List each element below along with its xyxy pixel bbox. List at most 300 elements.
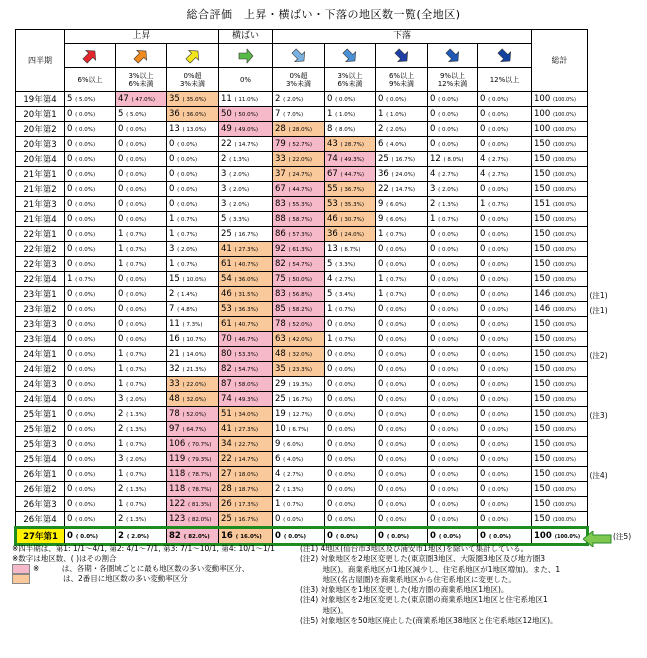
- rise-group-header: 上昇: [65, 30, 219, 44]
- footnote: (注3) 対象地区を1地区変更した(地方圏の商業系地区1地区)。: [300, 585, 509, 595]
- count-cell: 0 ( 0.0%): [65, 317, 116, 332]
- count-cell: 5 ( 3.4%): [325, 287, 376, 302]
- total-cell: 150 (100.0%): [532, 467, 588, 482]
- count-cell: 34 ( 22.7%): [219, 437, 273, 452]
- count-cell: 87 ( 58.0%): [219, 377, 273, 392]
- count-cell: 4 ( 2.7%): [325, 272, 376, 287]
- count-cell: 0 ( 0.0%): [478, 317, 532, 332]
- table-row: [16, 122, 588, 137]
- count-cell: 0 ( 0.0%): [478, 452, 532, 467]
- count-cell: 86 ( 57.3%): [273, 227, 325, 242]
- count-cell: 0 ( 0.0%): [428, 347, 478, 362]
- count-cell: 0 ( 0.0%): [478, 302, 532, 317]
- count-cell: 1 ( 0.7%): [167, 227, 219, 242]
- count-cell: 83 ( 55.3%): [273, 197, 325, 212]
- row-note: (注4): [589, 470, 608, 480]
- count-cell: 0 ( 0.0%): [478, 137, 532, 152]
- table-row: [16, 302, 588, 317]
- count-cell: 0 ( 0.0%): [65, 152, 116, 167]
- count-cell: 0 ( 0.0%): [478, 92, 532, 107]
- count-cell: 82 ( 54.7%): [273, 257, 325, 272]
- count-cell: 0 ( 0.0%): [116, 182, 167, 197]
- total-cell: 150 (100.0%): [532, 317, 588, 332]
- count-cell: 1 ( 0.7%): [116, 362, 167, 377]
- count-cell: 0 ( 0.0%): [376, 317, 428, 332]
- count-cell: 0 ( 0.0%): [325, 362, 376, 377]
- count-cell: 9 ( 6.0%): [376, 197, 428, 212]
- column-label: 6%以上: [65, 68, 116, 92]
- count-cell: 0 ( 0.0%): [428, 377, 478, 392]
- quarter-label: 26年第3: [16, 497, 65, 512]
- count-cell: 0 ( 0.0%): [478, 362, 532, 377]
- count-cell: 3 ( 2.0%): [219, 167, 273, 182]
- table-row: [16, 197, 588, 212]
- count-cell: 3 ( 2.0%): [219, 182, 273, 197]
- total-cell: 150 (100.0%): [532, 347, 588, 362]
- count-cell: 28 ( 18.7%): [219, 482, 273, 497]
- count-cell: 0 ( 0.0%): [478, 377, 532, 392]
- row-note: (注2): [589, 350, 608, 360]
- total-cell: 150 (100.0%): [532, 392, 588, 407]
- count-cell: 0 ( 0.0%): [478, 482, 532, 497]
- down-arrow-icon: [497, 48, 513, 64]
- count-cell: 123 ( 82.0%): [167, 512, 219, 528]
- count-cell: 0 ( 0.0%): [116, 137, 167, 152]
- count-cell: 0 ( 0.0%): [376, 528, 428, 545]
- quarter-label: 23年第4: [16, 332, 65, 347]
- count-cell: 0 ( 0.0%): [376, 92, 428, 107]
- count-cell: 32 ( 21.3%): [167, 362, 219, 377]
- count-cell: 13 ( 8.7%): [325, 242, 376, 257]
- count-cell: 4 ( 2.7%): [273, 467, 325, 482]
- table-row: [16, 452, 588, 467]
- count-cell: 0 ( 0.0%): [65, 452, 116, 467]
- count-cell: 36 ( 24.0%): [325, 227, 376, 242]
- count-cell: 67 ( 44.7%): [325, 167, 376, 182]
- count-cell: 1 ( 0.7%): [478, 197, 532, 212]
- down-arrow-icon: [291, 48, 307, 64]
- count-cell: 83 ( 56.8%): [273, 287, 325, 302]
- column-label: 0%超 3%未満: [273, 68, 325, 92]
- row-note: (注5): [613, 531, 632, 541]
- total-cell: 150 (100.0%): [532, 407, 588, 422]
- count-cell: 0 ( 0.0%): [376, 452, 428, 467]
- count-cell: 0 ( 0.0%): [325, 437, 376, 452]
- up-arrow-icon: [133, 48, 149, 64]
- footnote: (注4) 対象地区を2地区変更した(東京圏の商業系地区1地区と住宅系地区1: [300, 595, 548, 605]
- total-cell: 100 (100.0%): [532, 92, 588, 107]
- count-cell: 2 ( 1.3%): [116, 422, 167, 437]
- count-cell: 26 ( 17.3%): [219, 497, 273, 512]
- table-row: [16, 92, 588, 107]
- count-cell: 33 ( 22.0%): [167, 377, 219, 392]
- quarter-label: 22年第1: [16, 227, 65, 242]
- count-cell: 0 ( 0.0%): [478, 422, 532, 437]
- count-cell: 75 ( 50.0%): [273, 272, 325, 287]
- count-cell: 0 ( 0.0%): [65, 437, 116, 452]
- count-cell: 0 ( 0.0%): [376, 377, 428, 392]
- table-row: [16, 377, 588, 392]
- column-label: 3%以上 6%未満: [325, 68, 376, 92]
- count-cell: 0 ( 0.0%): [65, 362, 116, 377]
- table-row: [16, 242, 588, 257]
- total-cell: 150 (100.0%): [532, 257, 588, 272]
- quarter-label: 26年第2: [16, 482, 65, 497]
- count-cell: 0 ( 0.0%): [325, 482, 376, 497]
- total-cell: 146 (100.0%): [532, 287, 588, 302]
- count-cell: 41 ( 27.3%): [219, 242, 273, 257]
- trend-arrow-cell: [65, 44, 116, 68]
- count-cell: 35 ( 23.3%): [273, 362, 325, 377]
- count-cell: 0 ( 0.0%): [65, 512, 116, 528]
- table-row: [16, 332, 588, 347]
- flat-group-header: 横ばい: [219, 30, 273, 44]
- count-cell: 0 ( 0.0%): [428, 332, 478, 347]
- count-cell: 0 ( 0.0%): [116, 152, 167, 167]
- count-cell: 118 ( 78.7%): [167, 467, 219, 482]
- fall-group-header: 下落: [273, 30, 532, 44]
- count-cell: 19 ( 12.7%): [273, 407, 325, 422]
- quarter-label: 20年第4: [16, 152, 65, 167]
- count-cell: 0 ( 0.0%): [167, 197, 219, 212]
- count-cell: 0 ( 0.0%): [116, 317, 167, 332]
- quarter-label: 24年第1: [16, 347, 65, 362]
- count-cell: 79 ( 52.7%): [273, 137, 325, 152]
- count-cell: 0 ( 0.0%): [325, 347, 376, 362]
- count-cell: 0 ( 0.0%): [478, 272, 532, 287]
- count-cell: 0 ( 0.0%): [478, 437, 532, 452]
- page-title: 総合評価 上昇・横ばい・下落の地区数一覧(全地区): [186, 8, 461, 21]
- count-cell: 0 ( 0.0%): [325, 377, 376, 392]
- count-cell: 0 ( 0.0%): [65, 302, 116, 317]
- count-cell: 0 ( 0.0%): [325, 317, 376, 332]
- total-cell: 150 (100.0%): [532, 242, 588, 257]
- quarter-label: 26年第4: [16, 512, 65, 528]
- count-cell: 5 ( 5.0%): [65, 92, 116, 107]
- count-cell: 1 ( 0.7%): [116, 227, 167, 242]
- table-row: [16, 362, 588, 377]
- count-cell: 22 ( 14.7%): [376, 182, 428, 197]
- row-note: (注3): [589, 410, 608, 420]
- count-cell: 0 ( 0.0%): [116, 287, 167, 302]
- total-cell: 150 (100.0%): [532, 482, 588, 497]
- trend-arrow-cell: [273, 44, 325, 68]
- total-cell: 150 (100.0%): [532, 452, 588, 467]
- count-cell: 2 ( 1.3%): [116, 407, 167, 422]
- quarter-label: 20年第3: [16, 137, 65, 152]
- count-cell: 2 ( 2.0%): [273, 92, 325, 107]
- count-cell: 11 ( 7.3%): [167, 317, 219, 332]
- total-cell: 150 (100.0%): [532, 377, 588, 392]
- count-cell: 0 ( 0.0%): [478, 407, 532, 422]
- count-cell: 2 ( 1.3%): [116, 512, 167, 528]
- quarter-label: 26年第1: [16, 467, 65, 482]
- count-cell: 1 ( 1.0%): [376, 107, 428, 122]
- count-cell: 46 ( 31.5%): [219, 287, 273, 302]
- count-cell: 61 ( 40.7%): [219, 317, 273, 332]
- count-cell: 25 ( 16.7%): [219, 227, 273, 242]
- count-cell: 1 ( 0.7%): [116, 497, 167, 512]
- quarter-label: 21年第2: [16, 182, 65, 197]
- count-cell: 13 ( 13.0%): [167, 122, 219, 137]
- count-cell: 1 ( 0.7%): [325, 332, 376, 347]
- legend-quarter-note: ※四半期は、第1: 1/1～4/1, 第2: 4/1～7/1, 第3: 7/1～10/1, 第4: 10/1～1/1: [12, 544, 275, 553]
- footnote: 地区)。商業系地区が1地区減少し、住宅系地区が1地区増加)。また、1: [300, 564, 561, 574]
- table-row: [16, 107, 588, 122]
- quarter-label: 22年第3: [16, 257, 65, 272]
- count-cell: 0 ( 0.0%): [376, 257, 428, 272]
- total-cell: 146 (100.0%): [532, 302, 588, 317]
- count-cell: 0 ( 0.0%): [428, 137, 478, 152]
- count-cell: 0 ( 0.0%): [428, 452, 478, 467]
- count-cell: 0 ( 0.0%): [65, 197, 116, 212]
- footnote: (注5) 対象地区を50地区廃止した(商業系地区38地区と住宅系地区12地区)。: [300, 616, 558, 626]
- table-row: [16, 317, 588, 332]
- count-cell: 3 ( 2.0%): [428, 182, 478, 197]
- count-cell: 3 ( 2.0%): [167, 242, 219, 257]
- count-cell: 0 ( 0.0%): [376, 512, 428, 528]
- count-cell: 28 ( 28.0%): [273, 122, 325, 137]
- count-cell: 0 ( 0.0%): [428, 302, 478, 317]
- trend-arrow-cell: [325, 44, 376, 68]
- total-cell: 150 (100.0%): [532, 497, 588, 512]
- count-cell: 0 ( 0.0%): [376, 407, 428, 422]
- count-cell: 0 ( 0.0%): [65, 422, 116, 437]
- table-row: [16, 482, 588, 497]
- count-cell: 0 ( 0.0%): [428, 497, 478, 512]
- count-cell: 67 ( 44.7%): [273, 182, 325, 197]
- column-label: 3%以上 6%未満: [116, 68, 167, 92]
- count-cell: 0 ( 0.0%): [65, 392, 116, 407]
- count-cell: 0 ( 0.0%): [65, 167, 116, 182]
- table-row: [16, 512, 588, 528]
- count-cell: 48 ( 32.0%): [273, 347, 325, 362]
- count-cell: 0 ( 0.0%): [478, 467, 532, 482]
- count-cell: 88 ( 58.7%): [273, 212, 325, 227]
- count-cell: 85 ( 58.2%): [273, 302, 325, 317]
- count-cell: 0 ( 0.0%): [376, 362, 428, 377]
- table-row: [16, 152, 588, 167]
- count-cell: 0 ( 0.0%): [65, 107, 116, 122]
- count-cell: 1 ( 0.7%): [376, 272, 428, 287]
- count-cell: 25 ( 16.7%): [376, 152, 428, 167]
- count-cell: 0 ( 0.0%): [376, 482, 428, 497]
- count-cell: 0 ( 0.0%): [428, 422, 478, 437]
- count-cell: 0 ( 0.0%): [116, 197, 167, 212]
- count-cell: 6 ( 4.0%): [273, 452, 325, 467]
- count-cell: 43 ( 28.7%): [325, 137, 376, 152]
- total-cell: 150 (100.0%): [532, 512, 588, 528]
- legend-number-note: ※数字は地区数、( )はその割合: [12, 554, 117, 563]
- count-cell: 97 ( 64.7%): [167, 422, 219, 437]
- count-cell: 0 ( 0.0%): [478, 107, 532, 122]
- count-cell: 0 ( 0.0%): [478, 392, 532, 407]
- count-cell: 5 ( 3.3%): [219, 212, 273, 227]
- footnotes: [300, 544, 640, 626]
- count-cell: 0 ( 0.0%): [376, 437, 428, 452]
- count-cell: 3 ( 2.0%): [116, 392, 167, 407]
- count-cell: 35 ( 35.0%): [167, 92, 219, 107]
- count-cell: 50 ( 50.0%): [219, 107, 273, 122]
- count-cell: 0 ( 0.0%): [65, 467, 116, 482]
- quarter-label: 20年第1: [16, 107, 65, 122]
- total-cell: 150 (100.0%): [532, 437, 588, 452]
- total-cell: 150 (100.0%): [532, 227, 588, 242]
- count-cell: 1 ( 1.0%): [325, 107, 376, 122]
- count-cell: 0 ( 0.0%): [428, 122, 478, 137]
- count-cell: 0 ( 0.0%): [325, 452, 376, 467]
- count-cell: 36 ( 24.0%): [376, 167, 428, 182]
- count-cell: 0 ( 0.0%): [167, 167, 219, 182]
- count-cell: 0 ( 0.0%): [428, 272, 478, 287]
- count-cell: 74 ( 49.3%): [219, 392, 273, 407]
- quarter-label: 20年第2: [16, 122, 65, 137]
- count-cell: 61 ( 40.7%): [219, 257, 273, 272]
- count-cell: 0 ( 0.0%): [167, 152, 219, 167]
- count-cell: 3 ( 2.0%): [219, 197, 273, 212]
- count-cell: 92 ( 61.3%): [273, 242, 325, 257]
- footnote: 地区)。: [300, 605, 348, 615]
- total-cell: 150 (100.0%): [532, 272, 588, 287]
- row-note: (注1): [589, 305, 608, 315]
- count-cell: 0 ( 0.0%): [325, 407, 376, 422]
- count-cell: 10 ( 6.7%): [273, 422, 325, 437]
- count-cell: 0 ( 0.0%): [325, 512, 376, 528]
- count-cell: 0 ( 0.0%): [376, 242, 428, 257]
- count-cell: 3 ( 2.0%): [116, 452, 167, 467]
- count-cell: 106 ( 70.7%): [167, 437, 219, 452]
- count-cell: 0 ( 0.0%): [428, 287, 478, 302]
- quarter-header: 四半期: [16, 30, 65, 92]
- count-cell: 0 ( 0.0%): [116, 302, 167, 317]
- up-arrow-icon: [185, 48, 201, 64]
- table-row: [16, 287, 588, 302]
- count-cell: 2 ( 2.0%): [376, 122, 428, 137]
- trend-arrow-cell: [376, 44, 428, 68]
- summary-table: [14, 29, 589, 546]
- count-cell: 1 ( 0.7%): [116, 242, 167, 257]
- count-cell: 0 ( 0.0%): [376, 497, 428, 512]
- count-cell: 49 ( 49.0%): [219, 122, 273, 137]
- count-cell: 0 ( 0.0%): [478, 347, 532, 362]
- table-row: [16, 407, 588, 422]
- count-cell: 2 ( 1.4%): [167, 287, 219, 302]
- count-cell: 2 ( 1.3%): [428, 197, 478, 212]
- count-cell: 21 ( 14.0%): [167, 347, 219, 362]
- count-cell: 0 ( 0.0%): [376, 332, 428, 347]
- down-arrow-icon: [394, 48, 410, 64]
- count-cell: 1 ( 0.7%): [116, 467, 167, 482]
- count-cell: 4 ( 2.7%): [428, 167, 478, 182]
- count-cell: 0 ( 0.0%): [65, 287, 116, 302]
- count-cell: 54 ( 36.0%): [219, 272, 273, 287]
- count-cell: 0 ( 0.0%): [273, 528, 325, 545]
- total-cell: 100 (100.0%): [532, 122, 588, 137]
- count-cell: 0 ( 0.0%): [116, 122, 167, 137]
- count-cell: 12 ( 8.0%): [428, 152, 478, 167]
- count-cell: 70 ( 46.7%): [219, 332, 273, 347]
- count-cell: 1 ( 0.7%): [65, 272, 116, 287]
- highlighted-table-row: [16, 528, 588, 545]
- down-arrow-icon: [342, 48, 358, 64]
- count-cell: 46 ( 30.7%): [325, 212, 376, 227]
- up-arrow-icon: [82, 48, 98, 64]
- count-cell: 0 ( 0.0%): [116, 272, 167, 287]
- total-cell: 150 (100.0%): [532, 137, 588, 152]
- table-row: [16, 137, 588, 152]
- count-cell: 51 ( 34.0%): [219, 407, 273, 422]
- count-cell: 0 ( 0.0%): [428, 437, 478, 452]
- count-cell: 0 ( 0.0%): [65, 497, 116, 512]
- count-cell: 0 ( 0.0%): [65, 528, 116, 545]
- count-cell: 0 ( 0.0%): [428, 362, 478, 377]
- total-cell: 150 (100.0%): [532, 362, 588, 377]
- total-cell: 150 (100.0%): [532, 332, 588, 347]
- count-cell: 36 ( 36.0%): [167, 107, 219, 122]
- count-cell: 4 ( 2.7%): [478, 152, 532, 167]
- total-cell: 100 (100.0%): [532, 528, 588, 545]
- count-cell: 0 ( 0.0%): [65, 137, 116, 152]
- count-cell: 41 ( 27.3%): [219, 422, 273, 437]
- count-cell: 0 ( 0.0%): [478, 512, 532, 528]
- count-cell: 1 ( 0.7%): [376, 227, 428, 242]
- count-cell: 0 ( 0.0%): [325, 392, 376, 407]
- footnote: (注2) 対象地区を2地区変更した(東京圏3地区、大阪圏3地区及び地方圏3: [300, 554, 546, 564]
- table-row: [16, 392, 588, 407]
- quarter-label: 27年第1: [16, 528, 65, 545]
- count-cell: 0 ( 0.0%): [167, 182, 219, 197]
- count-cell: 0 ( 0.0%): [65, 257, 116, 272]
- count-cell: 0 ( 0.0%): [428, 407, 478, 422]
- count-cell: 33 ( 22.0%): [273, 152, 325, 167]
- count-cell: 0 ( 0.0%): [478, 227, 532, 242]
- quarter-label: 25年第3: [16, 437, 65, 452]
- total-cell: 150 (100.0%): [532, 212, 588, 227]
- column-label: 6%以上 9%未満: [376, 68, 428, 92]
- count-cell: 0 ( 0.0%): [116, 212, 167, 227]
- quarter-label: 25年第2: [16, 422, 65, 437]
- count-cell: 1 ( 0.7%): [376, 287, 428, 302]
- count-cell: 47 ( 47.0%): [116, 92, 167, 107]
- count-cell: 63 ( 42.0%): [273, 332, 325, 347]
- pink-swatch: [12, 564, 30, 574]
- legend-pink-note: ※ は、各期・各圏域ごとに最も地区数の多い変動率区分、: [12, 564, 275, 574]
- count-cell: 16 ( 16.0%): [219, 528, 273, 545]
- table-row: [16, 497, 588, 512]
- count-cell: 27 ( 18.0%): [219, 467, 273, 482]
- count-cell: 25 ( 16.7%): [273, 392, 325, 407]
- count-cell: 0 ( 0.0%): [325, 467, 376, 482]
- count-cell: 55 ( 36.7%): [325, 182, 376, 197]
- table-row: [16, 182, 588, 197]
- quarter-label: 23年第1: [16, 287, 65, 302]
- quarter-label: 21年第1: [16, 167, 65, 182]
- count-cell: 0 ( 0.0%): [376, 422, 428, 437]
- count-cell: 0 ( 0.0%): [65, 182, 116, 197]
- column-label: 12%以上: [478, 68, 532, 92]
- table-row: [16, 467, 588, 482]
- count-cell: 22 ( 14.7%): [219, 452, 273, 467]
- quarter-label: 24年第3: [16, 377, 65, 392]
- quarter-label: 24年第2: [16, 362, 65, 377]
- count-cell: 0 ( 0.0%): [325, 422, 376, 437]
- footnote: 地区(名古屋圏)を商業系地区から住宅系地区に変更した。: [300, 574, 516, 584]
- count-cell: 1 ( 0.7%): [273, 497, 325, 512]
- count-cell: 0 ( 0.0%): [478, 257, 532, 272]
- count-cell: 0 ( 0.0%): [478, 287, 532, 302]
- count-cell: 0 ( 0.0%): [428, 242, 478, 257]
- count-cell: 9 ( 6.0%): [273, 437, 325, 452]
